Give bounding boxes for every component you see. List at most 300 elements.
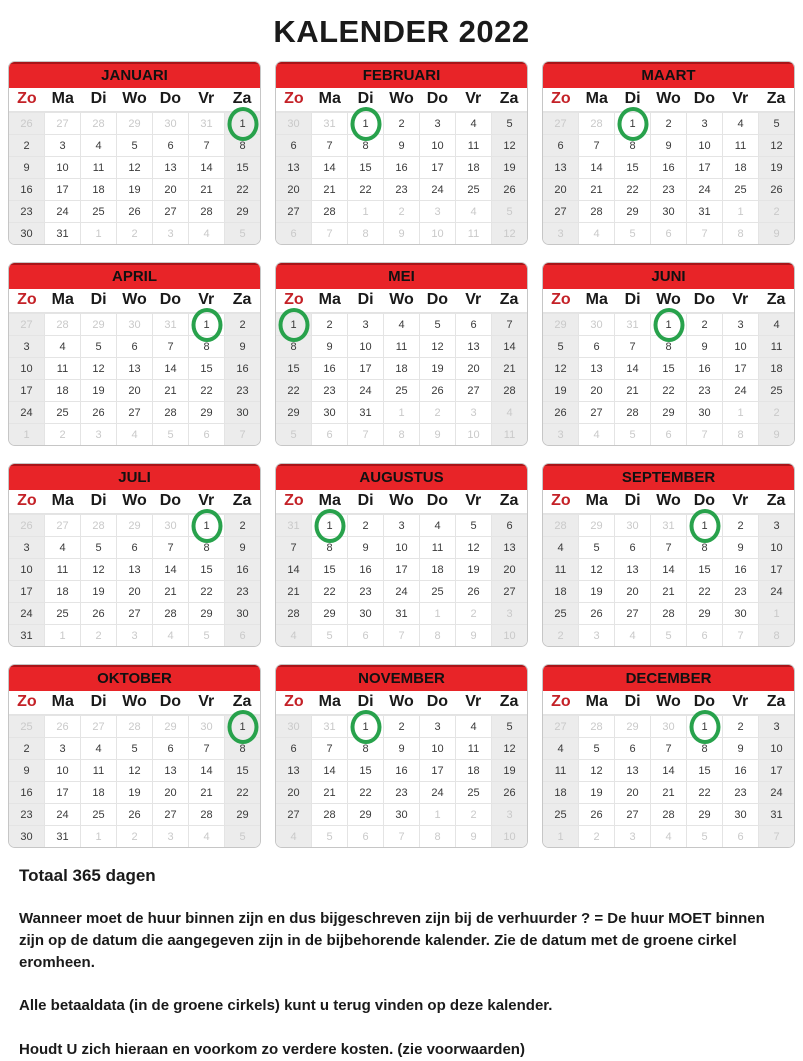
day-cell [45, 380, 80, 401]
day-number: 30 [20, 830, 33, 843]
day-cell [687, 358, 722, 379]
day-cell [651, 537, 686, 558]
day-number: 19 [503, 764, 516, 777]
day-cell [420, 603, 455, 624]
day-number: 26 [56, 720, 69, 733]
day-number: 25 [395, 384, 408, 397]
day-cell [579, 336, 614, 357]
day-number: 24 [56, 808, 69, 821]
day-number: 13 [626, 764, 639, 777]
day-number: 7 [326, 227, 333, 240]
day-cell [189, 716, 224, 737]
day-number: 3 [131, 629, 138, 642]
day-number: 12 [92, 362, 105, 375]
day-cell [312, 402, 347, 423]
day-cell [759, 826, 794, 847]
day-cell [723, 625, 758, 646]
day-number: 30 [128, 318, 141, 331]
day-number: 4 [290, 830, 297, 843]
day-number: 4 [59, 340, 66, 353]
day-cell [456, 314, 491, 335]
day-number: 8 [398, 428, 405, 441]
day-cell [81, 157, 116, 178]
day-cell [384, 559, 419, 580]
day-cell [348, 760, 383, 781]
day-number: 15 [359, 764, 372, 777]
day-cell [81, 113, 116, 134]
day-cell [189, 804, 224, 825]
day-number: 18 [770, 362, 783, 375]
day-number: 26 [590, 808, 603, 821]
day-number: 7 [506, 318, 513, 331]
day-cell [723, 603, 758, 624]
day-cell [579, 716, 614, 737]
day-number: 15 [323, 563, 336, 576]
day-number: 28 [590, 720, 603, 733]
day-cell [723, 581, 758, 602]
day-number: 20 [626, 786, 639, 799]
weekday-row [276, 490, 527, 514]
day-number: 1 [701, 519, 708, 532]
day-cell [348, 537, 383, 558]
day-cell [81, 179, 116, 200]
day-number: 16 [20, 183, 33, 196]
day-cell [543, 738, 578, 759]
day-cell [456, 380, 491, 401]
day-number: 19 [770, 161, 783, 174]
weekday-label: Ma [318, 291, 341, 308]
day-cell [384, 804, 419, 825]
day-cell [189, 201, 224, 222]
day-number: 7 [239, 428, 246, 441]
weekday-label: Za [499, 693, 519, 710]
day-number: 7 [326, 139, 333, 152]
day-number: 19 [503, 161, 516, 174]
day-cell [651, 113, 686, 134]
weekday-label: Do [159, 693, 182, 710]
day-number: 23 [395, 183, 408, 196]
day-cell [579, 603, 614, 624]
day-number: 8 [773, 629, 780, 642]
day-number: 25 [770, 384, 783, 397]
day-cell [420, 157, 455, 178]
day-cell [9, 358, 44, 379]
day-cell [312, 135, 347, 156]
day-cell [81, 135, 116, 156]
day-number: 15 [236, 161, 249, 174]
day-number: 24 [20, 607, 33, 620]
day-cell [651, 716, 686, 737]
day-cell [615, 358, 650, 379]
day-number: 9 [470, 830, 477, 843]
day-cell [492, 223, 527, 244]
day-number: 13 [164, 764, 177, 777]
day-number: 9 [470, 629, 477, 642]
day-number: 18 [467, 161, 480, 174]
day-number: 5 [434, 318, 441, 331]
weekday-label: Di [90, 291, 107, 308]
day-number: 6 [737, 830, 744, 843]
day-cell [384, 135, 419, 156]
day-number: 28 [590, 117, 603, 130]
day-number: 30 [200, 720, 213, 733]
day-number: 19 [590, 585, 603, 598]
day-number: 29 [92, 318, 105, 331]
day-number: 25 [56, 607, 69, 620]
day-cell [45, 804, 80, 825]
day-cell [312, 179, 347, 200]
day-cell [45, 559, 80, 580]
day-number: 10 [770, 541, 783, 554]
day-number: 8 [434, 830, 441, 843]
day-cell [492, 402, 527, 423]
day-number: 28 [164, 406, 177, 419]
day-number: 22 [626, 183, 639, 196]
day-cell [687, 135, 722, 156]
day-number: 20 [467, 362, 480, 375]
day-cell [687, 179, 722, 200]
day-number: 8 [362, 227, 369, 240]
day-number: 4 [95, 742, 102, 755]
day-number: 11 [467, 227, 480, 240]
day-number: 2 [362, 519, 369, 532]
day-number: 22 [662, 384, 675, 397]
day-number: 6 [362, 830, 369, 843]
day-cell [276, 380, 311, 401]
day-cell [759, 738, 794, 759]
day-cell [456, 201, 491, 222]
day-cell [384, 537, 419, 558]
day-cell [45, 424, 80, 445]
day-cell [81, 380, 116, 401]
day-number: 30 [590, 318, 603, 331]
day-cell [225, 223, 260, 244]
day-number: 1 [434, 808, 441, 821]
month-title: SEPTEMBER [543, 464, 794, 490]
day-number: 2 [737, 720, 744, 733]
day-number: 20 [503, 563, 516, 576]
day-number: 10 [503, 830, 516, 843]
day-number: 30 [164, 519, 177, 532]
day-number: 5 [239, 227, 246, 240]
day-cell [456, 402, 491, 423]
day-cell [456, 424, 491, 445]
day-number: 22 [359, 786, 372, 799]
day-number: 10 [56, 161, 69, 174]
month-card [8, 61, 261, 245]
day-number: 3 [23, 340, 30, 353]
weekday-label: Di [624, 492, 641, 509]
month-card [542, 664, 795, 848]
day-number: 12 [503, 742, 516, 755]
weekday-label: Ma [318, 90, 341, 107]
day-cell [276, 581, 311, 602]
day-cell [276, 826, 311, 847]
day-cell [579, 223, 614, 244]
day-cell [651, 223, 686, 244]
day-number: 3 [701, 117, 708, 130]
day-cell [45, 760, 80, 781]
day-cell [420, 201, 455, 222]
day-number: 17 [431, 161, 444, 174]
day-number: 3 [557, 227, 564, 240]
weekday-row [9, 289, 260, 313]
month-card [275, 262, 528, 446]
day-cell [45, 113, 80, 134]
day-cell [312, 424, 347, 445]
day-number: 10 [395, 541, 408, 554]
day-number: 31 [200, 117, 213, 130]
day-cell [579, 760, 614, 781]
day-cell [276, 738, 311, 759]
day-cell [189, 380, 224, 401]
day-number: 26 [20, 519, 33, 532]
day-number: 7 [773, 830, 780, 843]
day-cell [492, 358, 527, 379]
day-cell [723, 559, 758, 580]
day-cell [687, 223, 722, 244]
day-cell [81, 760, 116, 781]
weekday-label: Ma [51, 90, 74, 107]
day-cell [456, 358, 491, 379]
day-number: 4 [773, 318, 780, 331]
day-cell [81, 515, 116, 536]
day-number: 14 [200, 764, 213, 777]
day-number: 26 [92, 607, 105, 620]
day-number: 9 [326, 340, 333, 353]
day-cell [687, 314, 722, 335]
day-cell [543, 157, 578, 178]
day-cell [276, 402, 311, 423]
day-number: 30 [287, 117, 300, 130]
weekday-label: Zo [284, 492, 304, 509]
day-number: 15 [662, 362, 675, 375]
day-cell [456, 223, 491, 244]
day-number: 22 [236, 786, 249, 799]
weekday-label: Vr [465, 492, 482, 509]
weekday-label: Wo [122, 693, 147, 710]
day-number: 13 [287, 161, 300, 174]
day-cell [189, 581, 224, 602]
day-number: 27 [626, 607, 639, 620]
day-number: 26 [467, 585, 480, 598]
day-cell [723, 424, 758, 445]
day-number: 7 [290, 541, 297, 554]
weekday-label: Vr [465, 693, 482, 710]
day-number: 3 [398, 519, 405, 532]
weekday-label: Zo [284, 291, 304, 308]
day-cell [9, 603, 44, 624]
day-number: 29 [698, 607, 711, 620]
day-cell [420, 625, 455, 646]
day-number: 5 [95, 340, 102, 353]
day-cell [492, 625, 527, 646]
day-number: 5 [629, 428, 636, 441]
day-number: 25 [467, 183, 480, 196]
day-cell [615, 515, 650, 536]
day-cell [45, 826, 80, 847]
weekday-label: Ma [585, 492, 608, 509]
day-cell [687, 336, 722, 357]
day-cell [723, 157, 758, 178]
weekday-row [9, 88, 260, 112]
day-cell [759, 537, 794, 558]
day-cell [45, 716, 80, 737]
month-title: JUNI [543, 263, 794, 289]
day-grid [543, 514, 794, 646]
day-cell [312, 380, 347, 401]
day-number: 26 [770, 183, 783, 196]
day-number: 2 [398, 117, 405, 130]
day-cell [687, 402, 722, 423]
day-cell [492, 804, 527, 825]
weekday-label: Za [766, 90, 786, 107]
day-cell [45, 738, 80, 759]
day-cell [651, 380, 686, 401]
day-number: 27 [554, 205, 567, 218]
day-number: 2 [239, 519, 246, 532]
day-number: 31 [56, 227, 69, 240]
weekday-label: Wo [656, 492, 681, 509]
day-number: 3 [59, 139, 66, 152]
day-number: 5 [326, 830, 333, 843]
day-cell [687, 804, 722, 825]
day-number: 8 [701, 541, 708, 554]
day-grid [9, 715, 260, 847]
day-number: 26 [431, 384, 444, 397]
day-number: 16 [236, 362, 249, 375]
day-cell [45, 157, 80, 178]
day-cell [543, 515, 578, 536]
day-cell [687, 201, 722, 222]
day-cell [384, 358, 419, 379]
day-cell [276, 201, 311, 222]
day-cell [687, 537, 722, 558]
day-number: 29 [236, 205, 249, 218]
day-cell [543, 625, 578, 646]
day-number: 10 [20, 362, 33, 375]
day-number: 13 [128, 563, 141, 576]
day-number: 31 [698, 205, 711, 218]
day-cell [615, 537, 650, 558]
weekday-label: Za [766, 693, 786, 710]
day-cell [687, 782, 722, 803]
day-number: 17 [698, 161, 711, 174]
day-number: 23 [236, 585, 249, 598]
day-cell [312, 738, 347, 759]
weekday-label: Wo [656, 693, 681, 710]
day-number: 5 [131, 139, 138, 152]
day-cell [225, 179, 260, 200]
day-number: 1 [95, 830, 102, 843]
day-number: 30 [287, 720, 300, 733]
day-number: 23 [20, 808, 33, 821]
day-number: 10 [20, 563, 33, 576]
day-number: 8 [290, 340, 297, 353]
weekday-label: Za [499, 291, 519, 308]
day-cell [117, 179, 152, 200]
day-number: 17 [431, 764, 444, 777]
day-cell [651, 782, 686, 803]
day-number: 9 [737, 742, 744, 755]
day-number: 20 [626, 585, 639, 598]
day-number: 2 [593, 830, 600, 843]
day-number: 22 [359, 183, 372, 196]
day-number: 10 [734, 340, 747, 353]
day-cell [384, 336, 419, 357]
day-number: 13 [626, 563, 639, 576]
day-number: 11 [56, 362, 69, 375]
day-cell [9, 135, 44, 156]
day-number: 27 [590, 406, 603, 419]
day-cell [456, 826, 491, 847]
day-number: 1 [737, 205, 744, 218]
day-cell [312, 826, 347, 847]
day-cell [543, 314, 578, 335]
day-cell [420, 515, 455, 536]
day-grid [9, 514, 260, 646]
day-cell [615, 782, 650, 803]
day-cell [615, 826, 650, 847]
day-cell [723, 760, 758, 781]
day-number: 14 [323, 161, 336, 174]
day-number: 11 [734, 139, 747, 152]
day-cell [651, 314, 686, 335]
day-number: 14 [626, 362, 639, 375]
day-cell [276, 716, 311, 737]
day-number: 4 [131, 428, 138, 441]
day-number: 18 [92, 183, 105, 196]
day-cell [153, 625, 188, 646]
day-cell [9, 223, 44, 244]
day-cell [45, 358, 80, 379]
day-cell [153, 201, 188, 222]
day-cell [117, 515, 152, 536]
day-number: 16 [323, 362, 336, 375]
day-cell [276, 424, 311, 445]
month-title: APRIL [9, 263, 260, 289]
day-number: 9 [239, 340, 246, 353]
day-cell [759, 515, 794, 536]
weekday-label: Wo [389, 291, 414, 308]
day-cell [759, 223, 794, 244]
day-number: 5 [326, 629, 333, 642]
day-number: 29 [554, 318, 567, 331]
day-cell [543, 358, 578, 379]
day-number: 7 [326, 742, 333, 755]
day-cell [189, 625, 224, 646]
weekday-label: Za [232, 693, 252, 710]
day-cell [543, 179, 578, 200]
day-number: 29 [287, 406, 300, 419]
day-number: 9 [434, 428, 441, 441]
day-cell [543, 826, 578, 847]
day-cell [81, 559, 116, 580]
day-number: 2 [59, 428, 66, 441]
day-number: 15 [626, 161, 639, 174]
day-number: 17 [734, 362, 747, 375]
day-number: 15 [698, 764, 711, 777]
day-number: 21 [590, 183, 603, 196]
day-number: 7 [665, 541, 672, 554]
day-number: 13 [287, 764, 300, 777]
day-number: 31 [662, 519, 675, 532]
day-cell [579, 135, 614, 156]
day-number: 12 [467, 541, 480, 554]
day-number: 8 [239, 742, 246, 755]
day-cell [543, 804, 578, 825]
day-number: 6 [290, 227, 297, 240]
